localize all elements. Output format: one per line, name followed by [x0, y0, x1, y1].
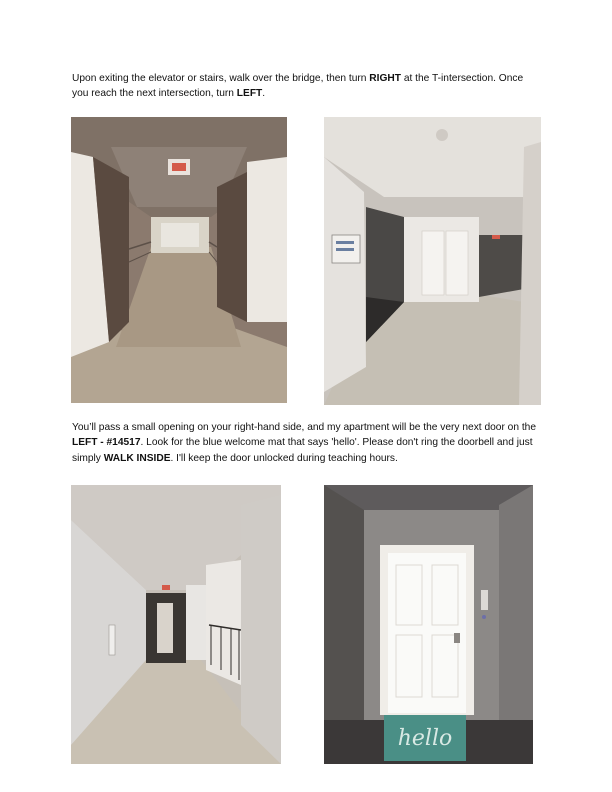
- text: .: [262, 88, 266, 100]
- photo-corridor: [71, 485, 281, 764]
- mat-text: hello: [397, 726, 453, 751]
- corridor-photo-icon: [71, 485, 281, 764]
- bold-walk-inside: WALK INSIDE: [103, 452, 171, 464]
- bold-right: RIGHT: [369, 73, 401, 84]
- text: Upon exiting the elevator or stairs, walk over the bridge, then turn: [72, 73, 370, 84]
- text: . Look for the blue welcome mat that says 'hello'. Please don't ring the doorbell and just simply: [72, 437, 533, 464]
- bold-left: LEFT: [236, 88, 263, 100]
- text: You’ll pass a small opening on your right-hand side, and my apartment will be the very next door on the: [72, 422, 536, 433]
- photo-bridge-hallway: [71, 117, 287, 403]
- photo-t-intersection: [324, 117, 541, 405]
- photo-apartment-door: [324, 485, 533, 764]
- paragraph-directions-2: [72, 420, 542, 466]
- bridge-hallway-photo-icon: [71, 117, 287, 403]
- bold-apartment: LEFT - #14517: [72, 437, 141, 449]
- t-intersection-photo-icon: [324, 117, 541, 405]
- text: . I'll keep the door unlocked during teaching hours.: [170, 452, 398, 464]
- apartment-door-photo-icon: [324, 485, 533, 764]
- paragraph-directions-1: [72, 71, 542, 102]
- text: at the T-intersection. Once you reach the next intersection, turn: [72, 73, 524, 100]
